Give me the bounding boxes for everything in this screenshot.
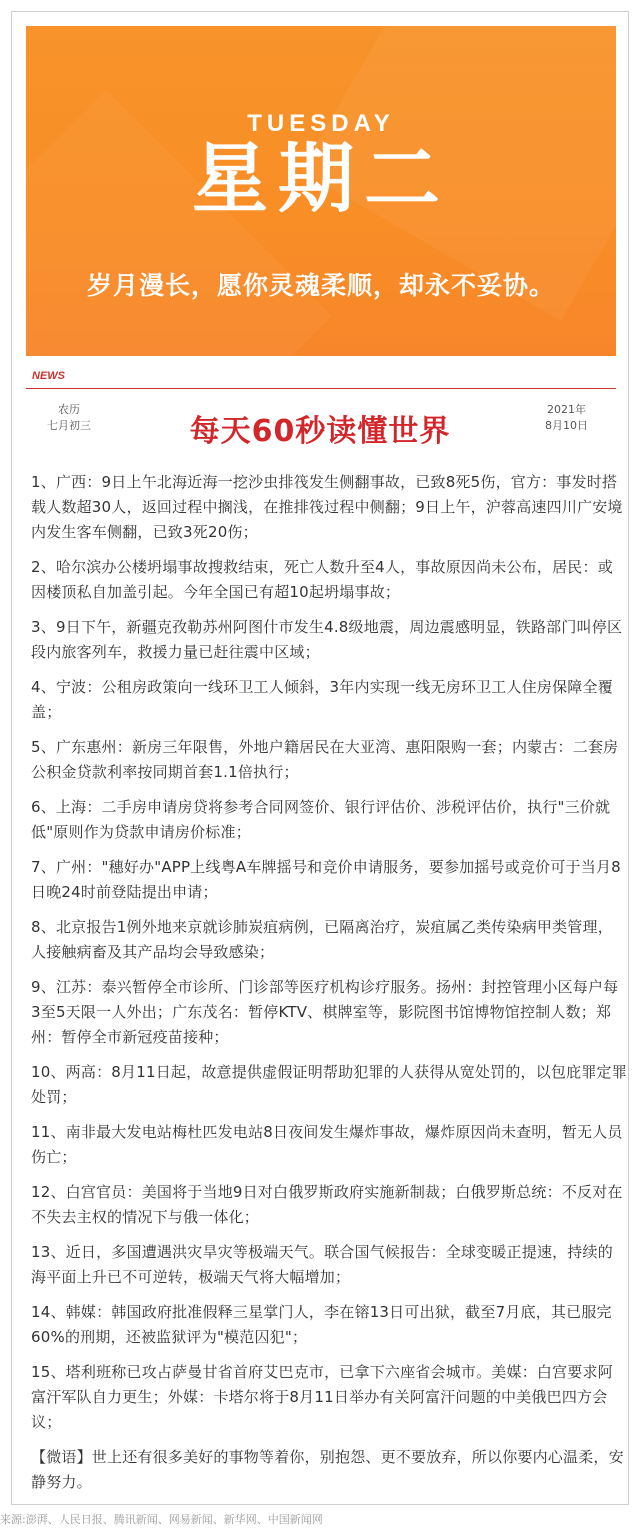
news-card (11, 11, 629, 1505)
news-item: 1、广西：9日上午北海近海一挖沙虫排筏发生侧翻事故，已致8死5伤，官方：事发时搭载人数超30人，返回过程中搁浅，在推排筏过程中侧翻；9日上午，沪蓉高速四川广安境内发生客车侧翻，已致3死20伤； (31, 473, 623, 541)
source-credits: 来源:澎湃、人民日报、腾讯新闻、网易新闻、新华网、中国新闻网 (0, 1513, 323, 1526)
news-item: 11、南非最大发电站梅杜匹发电站8日夜间发生爆炸事故，爆炸原因尚未查明，暂无人员伤亡； (31, 1123, 623, 1166)
lunar-day: 七月初三 (47, 419, 91, 432)
date-month-day: 8月10日 (545, 419, 588, 432)
header-divider (26, 388, 616, 389)
news-item: 7、广州："穗好办"APP上线粤A车牌摇号和竞价申请服务，要参加摇号或竞价可于当月8日晚24时前登陆提出申请； (31, 858, 621, 901)
weekday-english: TUESDAY (247, 110, 395, 137)
news-item: 8、北京报告1例外地来京就诊肺炭疽病例，已隔离治疗，炭疽属乙类传染病甲类管理，人接触病畜及其产品均会导致感染； (31, 918, 613, 961)
news-item: 14、韩媒：韩国政府批准假释三星掌门人，李在镕13日可出狱，截至7月底，其已服完60%的刑期，还被监狱评为"模范囚犯"； (31, 1303, 612, 1346)
lunar-label: 农历 (58, 403, 80, 416)
date-year: 2021年 (547, 403, 586, 416)
news-item: 5、广东惠州：新房三年限售，外地户籍居民在大亚湾、惠阳限购一套；内蒙古：二套房公积金贷款利率按同期首套1.1倍执行； (31, 738, 619, 781)
news-item: 13、近日，多国遭遇洪灾旱灾等极端天气。联合国气候报告：全球变暖正提速，持续的海平面上升已不可逆转，极端天气将大幅增加； (31, 1243, 613, 1286)
banner-slogan: 岁月漫长，愿你灵魂柔顺，却永不妥协。 (86, 271, 555, 300)
news-item: 10、两高：8月11日起，故意提供虚假证明帮助犯罪的人获得从宽处罚的，以包庇罪定罪处罚； (31, 1063, 627, 1106)
news-item: 6、上海：二手房申请房贷将参考合同网签价、银行评估价、涉税评估价，执行"三价就低"原则作为贷款申请房价标准； (31, 798, 611, 841)
news-item: 9、江苏：泰兴暂停全市诊所、门诊部等医疗机构诊疗服务。扬州：封控管理小区每户每3至5天限一人外出；广东茂名：暂停KTV、棋牌室等，影院图书馆博物馆控制人数；郑州：暂停全市新冠疫苗接种； (31, 978, 619, 1046)
weekday-banner (26, 26, 616, 356)
weekday-chinese: 星期二 (192, 134, 450, 223)
news-item: 2、哈尔滨办公楼坍塌事故搜救结束，死亡人数升至4人，事故原因尚未公布，居民：或因楼顶私自加盖引起。今年全国已有超10起坍塌事故； (31, 558, 613, 601)
quote-item: 【微语】世上还有很多美好的事物等着你，别抱怨、更不要放弃，所以你要内心温柔，安静努力。 (31, 1448, 624, 1491)
news-list (31, 470, 627, 1505)
news-item: 12、白宫官员：美国将于当地9日对白俄罗斯政府实施新制裁；白俄罗斯总统：不反对在不失去主权的情况下与俄一体化； (31, 1183, 623, 1226)
news-item: 3、9日下午，新疆克孜勒苏州阿图什市发生4.8级地震，周边震感明显，铁路部门叫停区段内旅客列车，救援力量已赶往震中区域； (31, 618, 623, 661)
news-item: 4、宁波：公租房政策向一线环卫工人倾斜，3年内实现一线无房环卫工人住房保障全覆盖； (31, 678, 613, 721)
news-item: 15、塔利班称已攻占萨曼甘省首府艾巴克市，已拿下六座省会城市。美媒：白宫要求阿富汗军队自力更生；外媒：卡塔尔将于8月11日举办有关阿富汗问题的中美俄巴四方会议； (31, 1363, 613, 1431)
news-tag: NEWS (32, 370, 65, 382)
page-title: 每天60秒读懂世界 (189, 414, 451, 449)
gregorian-date (545, 402, 588, 434)
